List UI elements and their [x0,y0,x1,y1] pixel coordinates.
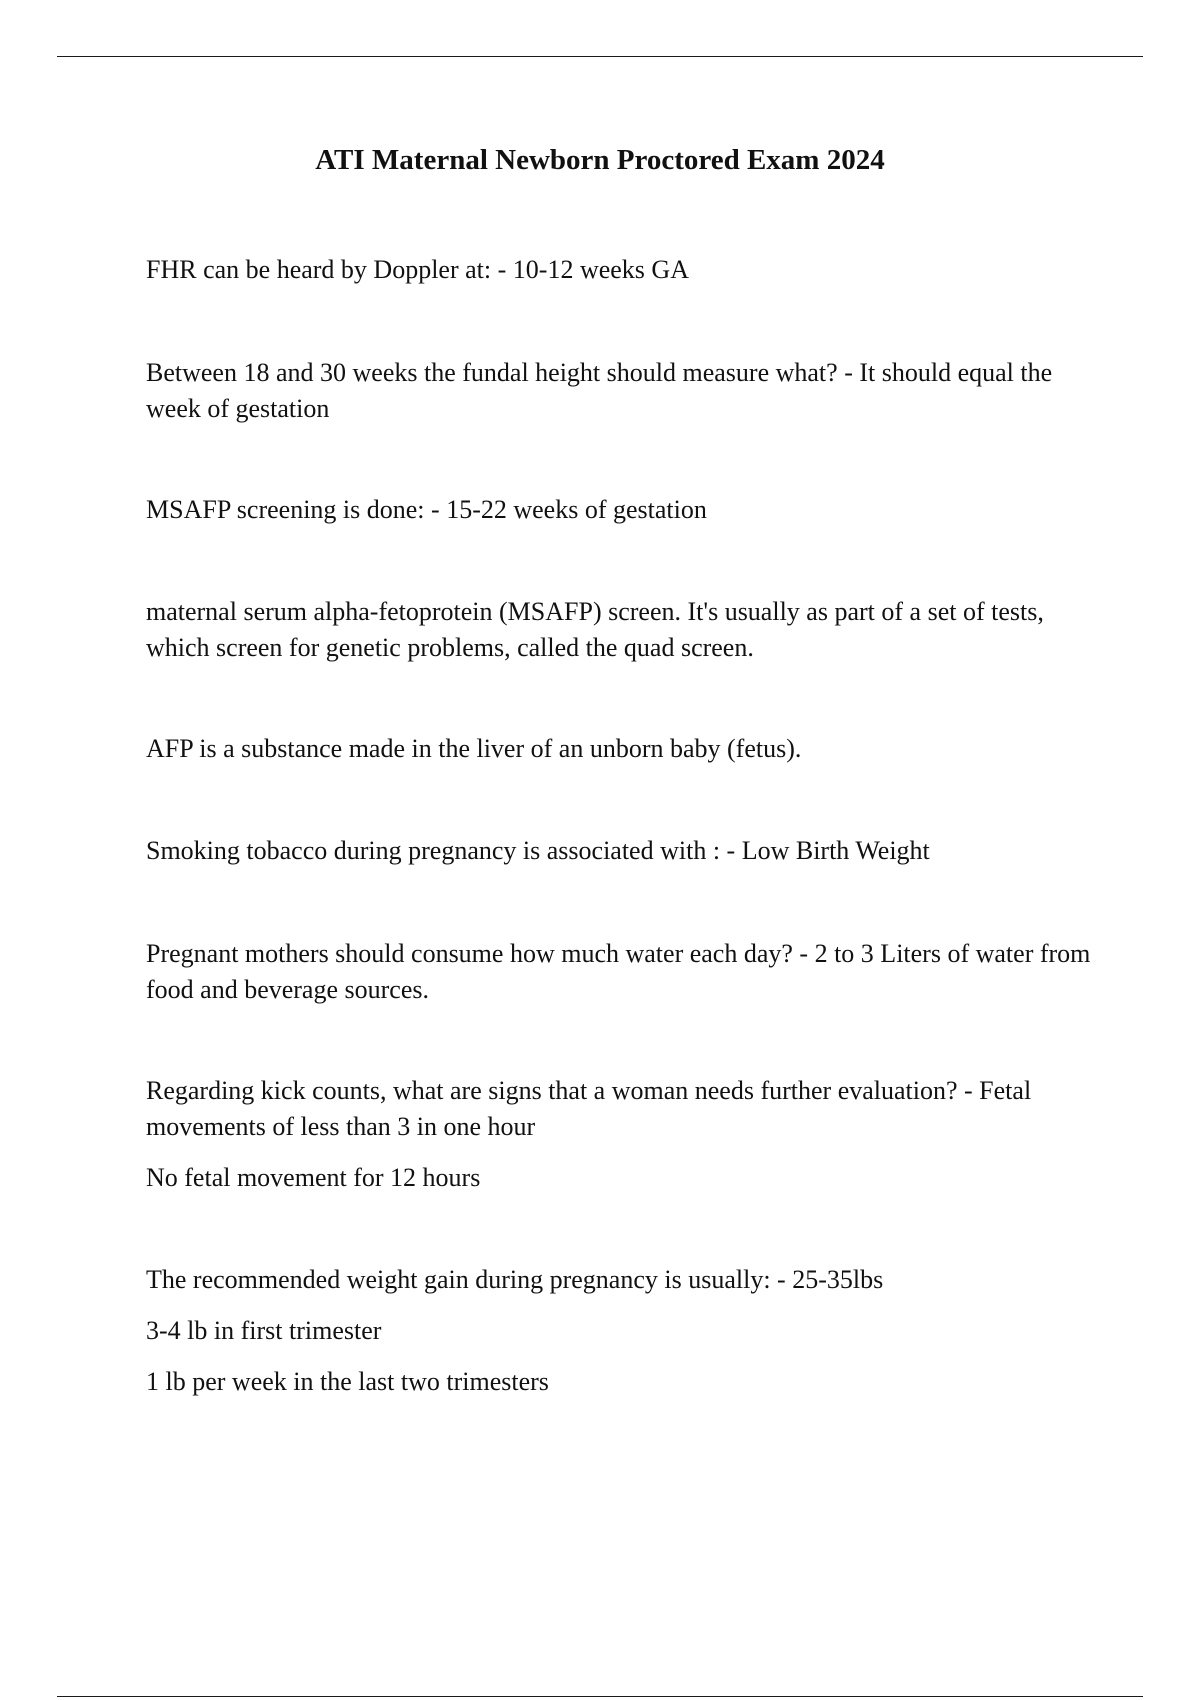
qa-smoking: Smoking tobacco during pregnancy is associated with : - Low Birth Weight [146,836,930,865]
qa-msafp-timing: MSAFP screening is done: - 15-22 weeks of gestation [146,495,707,524]
qa-weight-gain-line-2: 3-4 lb in first trimester [146,1316,382,1345]
top-rule [57,56,1143,57]
qa-weight-gain-line-3: 1 lb per week in the last two trimesters [146,1367,549,1396]
note-afp-definition: AFP is a substance made in the liver of an unborn baby (fetus). [146,734,802,763]
note-msafp-definition: maternal serum alpha-fetoprotein (MSAFP) screen. It's usually as part of a set of tests, which screen for genetic problems, called the quad screen. [146,597,1044,662]
bottom-rule [57,1696,1143,1697]
qa-water-intake: Pregnant mothers should consume how much water each day? - 2 to 3 Liters of water from food and beverage sources. [146,939,1091,1004]
qa-kick-counts: Regarding kick counts, what are signs that a woman needs further evaluation? - Fetal movements of less than 3 in one hour [146,1076,1032,1141]
qa-weight-gain: The recommended weight gain during pregnancy is usually: - 25-35lbs [146,1265,884,1294]
qa-fhr-doppler: FHR can be heard by Doppler at: - 10-12 weeks GA [146,255,689,284]
qa-fundal-height: Between 18 and 30 weeks the fundal height should measure what? - It should equal the week of gestation [146,358,1053,423]
qa-kick-counts-line-2: No fetal movement for 12 hours [146,1163,481,1192]
document-title: ATI Maternal Newborn Proctored Exam 2024 [315,144,885,176]
